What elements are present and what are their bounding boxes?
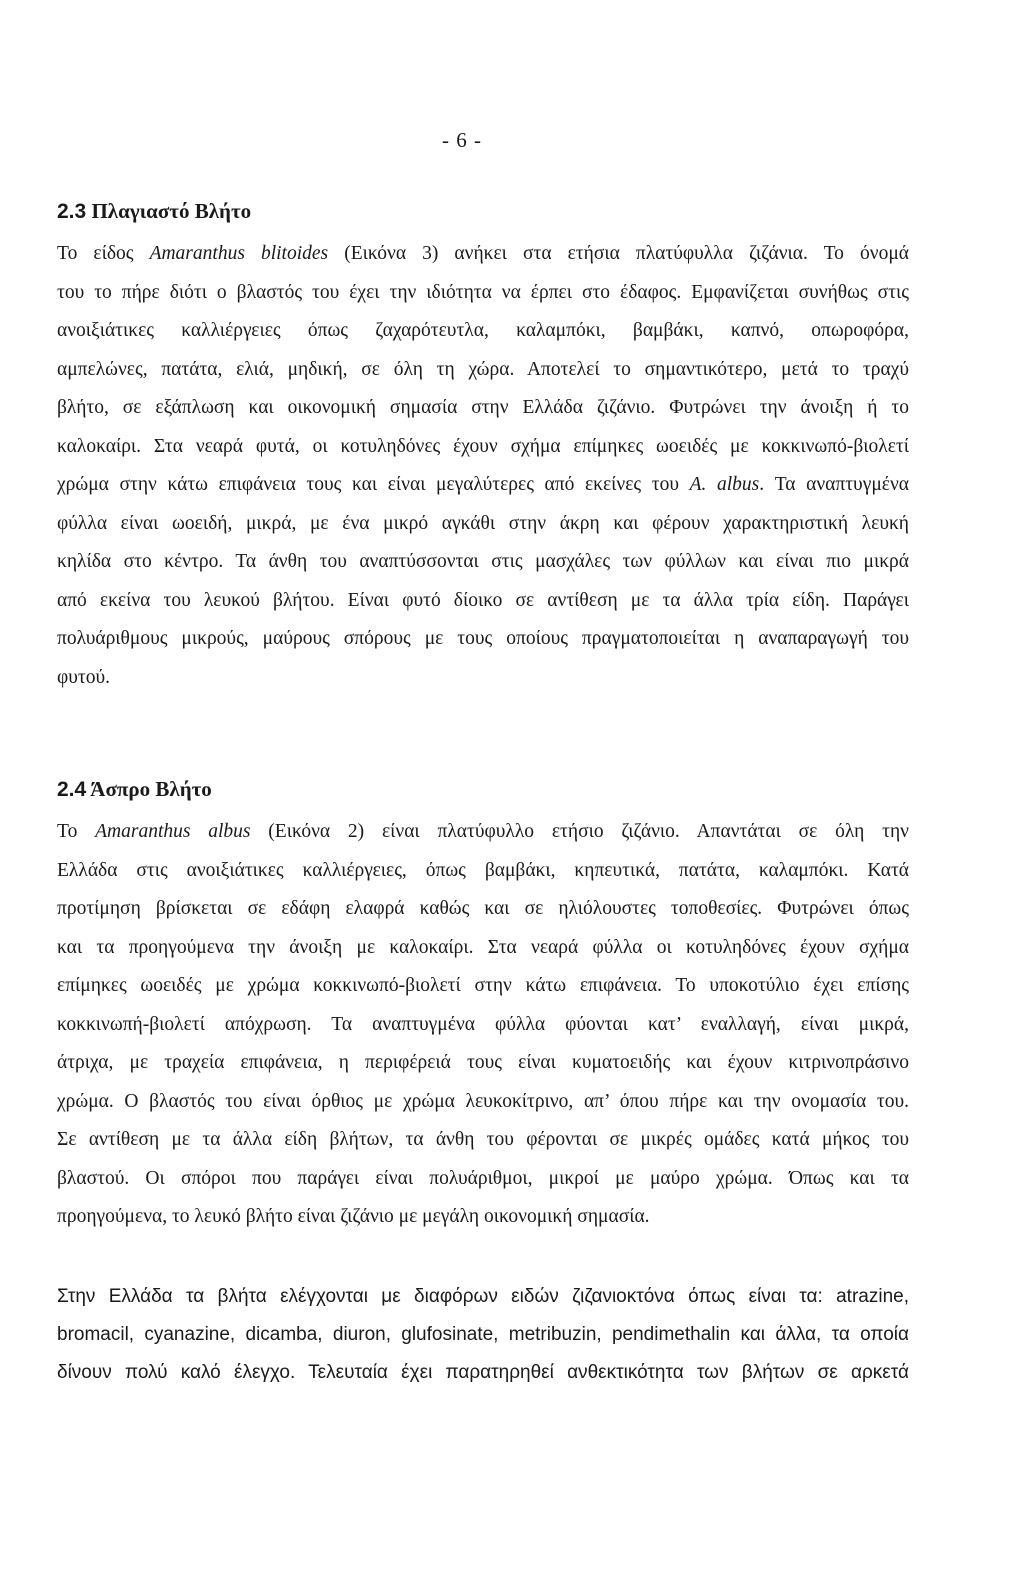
section-title: Πλαγιαστό Βλήτο [91, 199, 252, 223]
text-line: βλήτο, σε εξάπλωση και οικονομική σημασία στην Ελλάδα ζιζάνιο. Φυτρώνει την άνοιξη ή το [57, 397, 909, 418]
text-line: αμπελώνες, πατάτα, ελιά, μηδική, σε όλη τη χώρα. Αποτελεί το σημαντικότερο, μετά το τραχύ [57, 358, 909, 380]
paragraph-aspro-vlito [57, 813, 909, 1237]
species-name: A. albus [689, 474, 760, 495]
text-line: χρώμα. Ο βλαστός του είναι όρθιος με χρώμα λευκοκίτρινο, απ’ όπου πήρε και την ονομασία του. [57, 1090, 909, 1112]
text-line: Σε αντίθεση με τα άλλα είδη βλήτων, τα άνθη του φέρονται σε μικρές ομάδες κατά μήκος του [57, 1129, 909, 1150]
text-line: Το Amaranthus albus (Εικόνα 2) είναι πλατύφυλλο ετήσιο ζιζάνιο. Απαντάται σε όλη την [57, 821, 909, 842]
text-line: ανοιξιάτικες καλλιέργειες όπως ζαχαρότευτλα, καλαμπόκι, βαμβάκι, καπνό, οπωροφόρα, [57, 320, 909, 341]
text-line: φυτού. [57, 666, 111, 688]
text-line: κοκκινωπή-βιολετί απόχρωση. Τα αναπτυγμένα φύλλα φύονται κατ’ εναλλαγή, είναι μικρά, [57, 1013, 909, 1035]
species-name: Amaranthus albus [95, 821, 251, 842]
section-number: 2.3 [57, 200, 87, 223]
section-heading [57, 774, 909, 805]
text-line: πολυάριθμους μικρούς, μαύρους σπόρους με τους οποίους πραγματοποιείται η αναπαραγωγή του [57, 628, 909, 649]
text-line: bromacil, cyanazine, dicamba, diuron, glufosinate, metribuzin, pendimethalin και άλλα, τα οποία [57, 1324, 909, 1345]
text-line: καλοκαίρι. Στα νεαρά φυτά, οι κοτυληδόνες έχουν σχήμα επίμηκες ωοειδές με κοκκινωπό-βιολετί [57, 435, 909, 457]
text-line: βλαστού. Οι σπόροι που παράγει είναι πολυάριθμοι, μικροί με μαύρο χρώμα. Όπως και τα [57, 1167, 909, 1189]
paragraph-plagiasto-vlito [57, 235, 909, 697]
section-number: 2.4 [57, 778, 87, 801]
text-line: προτίμηση βρίσκεται σε εδάφη ελαφρά καθώς και σε ηλιόλουστες τοποθεσίες. Φυτρώνει όπως [57, 898, 909, 919]
text-line: κηλίδα στο κέντρο. Τα άνθη του αναπτύσσονται στις μασχάλες των φύλλων και είναι πιο μικρά [57, 551, 909, 572]
section-heading [57, 196, 909, 227]
text-line: του το πήρε διότι ο βλαστός του έχει την ιδιότητα να έρπει στο έδαφος. Εμφανίζεται συνήθως στις [57, 281, 909, 303]
text-line: επίμηκες ωοειδές με χρώμα κοκκινωπό-βιολετί στην κάτω επιφάνεια. Το υποκοτύλιο έχει επίσης [57, 975, 909, 996]
text-line: και τα προηγούμενα την άνοιξη με καλοκαίρι. Στα νεαρά φύλλα οι κοτυληδόνες έχουν σχήμα [57, 936, 909, 958]
species-name: Amaranthus blitoides [149, 243, 329, 264]
page-number: - 6 - [442, 128, 482, 152]
section-weed-control [57, 1278, 909, 1392]
paragraph-weed-control [57, 1278, 909, 1392]
text-line: Ελλάδα στις ανοιξιάτικες καλλιέργειες, όπως βαμβάκι, κηπευτικά, πατάτα, καλαμπόκι. Κατά [57, 859, 909, 881]
section-title: Άσπρο Βλήτο [90, 777, 212, 801]
text-line: από εκείνα του λευκού βλήτου. Είναι φυτό δίοικο σε αντίθεση με τα άλλα τρία είδη. Παράγει [57, 589, 909, 611]
text-line: άτριχα, με τραχεία επιφάνεια, η περιφέρειά τους είναι κυματοειδής και έχουν κιτρινοπράσινο [57, 1052, 909, 1073]
section-2-4 [57, 774, 909, 1237]
text-line: φύλλα είναι ωοειδή, μικρά, με ένα μικρό αγκάθι στην άκρη και φέρουν χαρακτηριστική λευκή [57, 512, 909, 534]
text-line: δίνουν πολύ καλό έλεγχο. Τελευταία έχει παρατηρηθεί ανθεκτικότητα των βλήτων σε αρκετά [57, 1362, 909, 1383]
text-line: χρώμα στην κάτω επιφάνεια τους και είναι μεγαλύτερες από εκείνες του A. albus. Τα αναπτυγμένα [57, 474, 909, 495]
text-line: Το είδος Amaranthus blitoides (Εικόνα 3) ανήκει στα ετήσια πλατύφυλλα ζιζάνια. Το όνομά [57, 243, 909, 264]
section-2-3 [57, 196, 909, 697]
text-line: προηγούμενα, το λευκό βλήτο είναι ζιζάνιο με μεγάλη οικονομική σημασία. [57, 1206, 650, 1227]
text-line: Στην Ελλάδα τα βλήτα ελέγχονται με διαφόρων ειδών ζιζανιοκτόνα όπως είναι τα: atrazine, [57, 1286, 909, 1307]
